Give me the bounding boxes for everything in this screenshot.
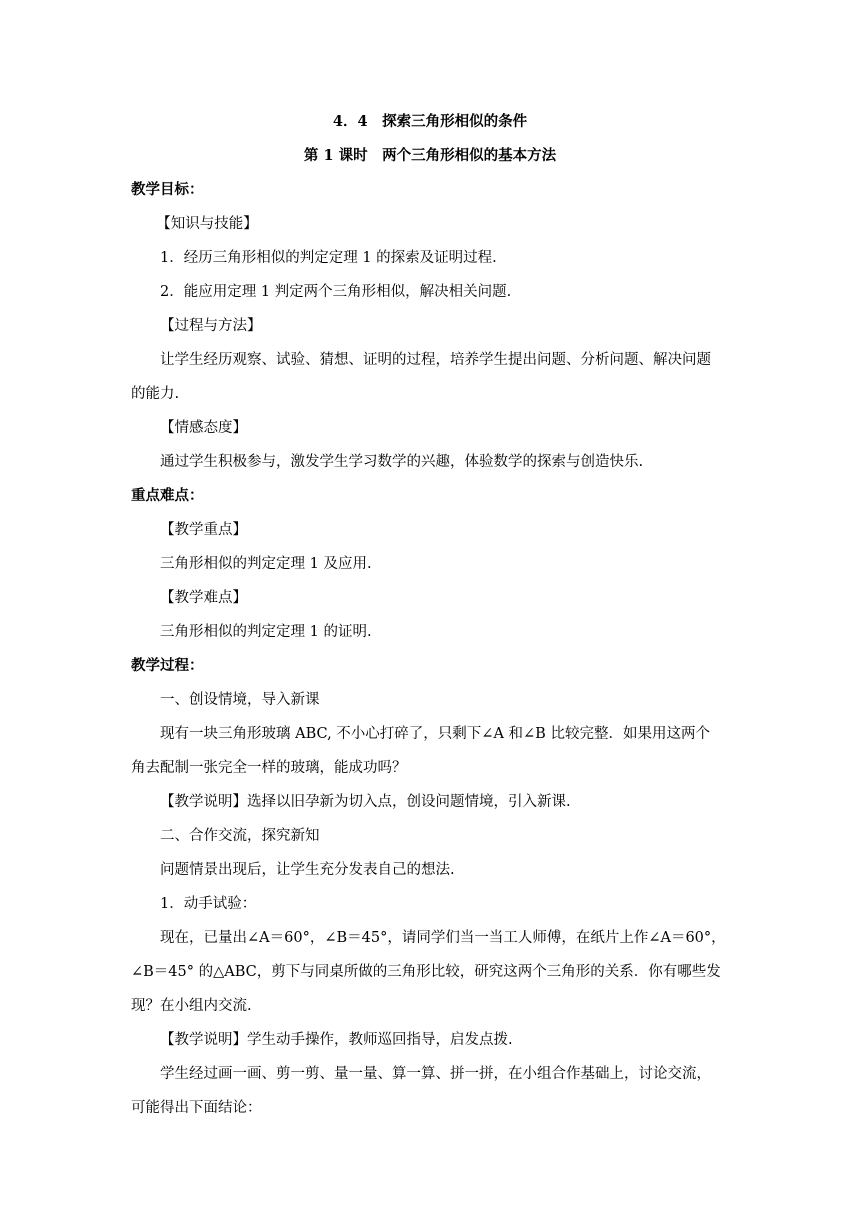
paragraph: 三角形相似的判定定理 1 及应用. (160, 556, 372, 572)
paragraph: 学生经过画一画、剪一剪、量一量、算一算、拼一拼，在小组合作基础上，讨论交流， (160, 1066, 711, 1082)
paragraph-continuation: 角去配制一张完全一样的玻璃，能成功吗？ (131, 760, 407, 776)
heading-process: 教学过程： (131, 657, 204, 674)
paragraph: 现有一块三角形玻璃 ABC, 不小心打碎了，只剩下∠A 和∠B 比较完整．如果用这两个 (160, 726, 710, 742)
paragraph: 1．经历三角形相似的判定定理 1 的探索及证明过程. (160, 250, 497, 266)
paragraph: 问题情景出现后，让学生充分发表自己的想法. (160, 862, 455, 878)
heading-key-points: 重点难点： (131, 487, 204, 504)
paragraph: 三角形相似的判定定理 1 的证明. (160, 624, 372, 640)
section-title: 4．4 探索三角形相似的条件 (332, 113, 528, 130)
paragraph: 通过学生积极参与，激发学生学习数学的兴趣，体验数学的探索与创造快乐. (160, 454, 644, 470)
paragraph-continuation: ∠B＝45° 的△ABC，剪下与同桌所做的三角形比较，研究这两个三角形的关系．你有哪些发 (131, 964, 721, 980)
teaching-note: 【教学说明】选择以旧孕新为切入点，创设问题情境，引入新课. (160, 794, 571, 810)
paragraph-continuation: 现？在小组内交流. (131, 998, 252, 1014)
step-heading: 二、合作交流，探究新知 (160, 828, 320, 844)
subheading-attitude: 【情感态度】 (160, 420, 247, 436)
lesson-subtitle: 第 1 课时 两个三角形相似的基本方法 (303, 147, 557, 164)
subheading-teaching-focus: 【教学重点】 (160, 522, 247, 538)
paragraph-continuation: 的能力. (131, 386, 180, 402)
paragraph: 现在，已量出∠A＝60°，∠B＝45°，请同学们当一当工人师傅，在纸片上作∠A＝60°， (160, 930, 726, 946)
paragraph: 让学生经历观察、试验、猜想、证明的过程，培养学生提出问题、分析问题、解决问题 (160, 352, 711, 368)
paragraph: 1．动手试验： (160, 896, 257, 912)
heading-objectives: 教学目标： (131, 181, 204, 198)
subheading-process-methods: 【过程与方法】 (160, 318, 262, 334)
paragraph: 2．能应用定理 1 判定两个三角形相似，解决相关问题. (160, 284, 512, 300)
teaching-note: 【教学说明】学生动手操作，教师巡回指导，启发点拨. (160, 1032, 513, 1048)
paragraph-continuation: 可能得出下面结论： (131, 1100, 262, 1116)
subheading-teaching-difficulty: 【教学难点】 (160, 590, 247, 606)
subheading-knowledge-skills: 【知识与技能】 (149, 216, 258, 232)
step-heading: 一、创设情境，导入新课 (160, 692, 320, 708)
